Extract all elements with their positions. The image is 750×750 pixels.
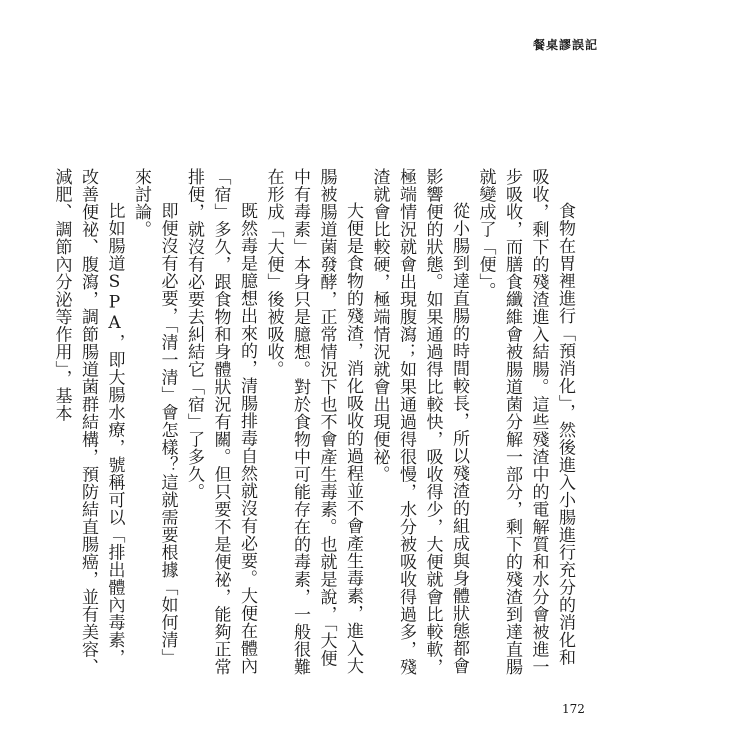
paragraph: 從小腸到達直腸的時間較長，所以殘渣的組成與身體狀態都會影響便的狀態。如果通過得比較快，吸收得少，大便就會比較軟，極端情況就會出現腹瀉；如果通過得很慢，水分被吸收得過多，殘渣就會比較硬，極端情況就會出現便祕。 — [369, 168, 469, 676]
page-number: 172 — [562, 702, 585, 716]
vertical-body-text — [51, 168, 578, 678]
running-header: 餐桌謬誤記 — [532, 38, 598, 52]
paragraph: 既然毒是臆想出來的，清腸排毒自然就沒有必要。大便在體內「宿」多久，跟食物和身體狀況有關。但只要不是便祕，能夠正常排便，就沒有必要去糾結它「宿」了多久。 — [184, 168, 257, 676]
paragraph: 大便是食物的殘渣，消化吸收的過程並不會產生毒素，進入大腸被腸道菌發酵，正常情況下也不會產生毒素。也就是說，「大便中有毒素」本身只是臆想。對於食物中可能存在的毒素，一般很難在形成「大便」後被吸收。 — [263, 168, 363, 676]
paragraph: 即便沒有必要，「清一清」會怎樣？這就需要根據「如何清」來討論。 — [131, 168, 178, 666]
paragraph: 食物在胃裡進行「預消化」，然後進入小腸進行充分的消化和吸收，剩下的殘渣進入結腸。這些殘渣中的電解質和水分會被進一步吸收，而膳食纖維會被腸道菌分解一部分，剩下的殘渣到達直腸就變成了「便」。 — [475, 168, 575, 676]
paragraph: 比如腸道SPA，即大腸水療，號稱可以「排出體內毒素，改善便祕、腹瀉，調節腸道菌群結構，預防結直腸癌，並有美容、減肥、調節內分泌等作用」，基本 — [51, 168, 125, 676]
